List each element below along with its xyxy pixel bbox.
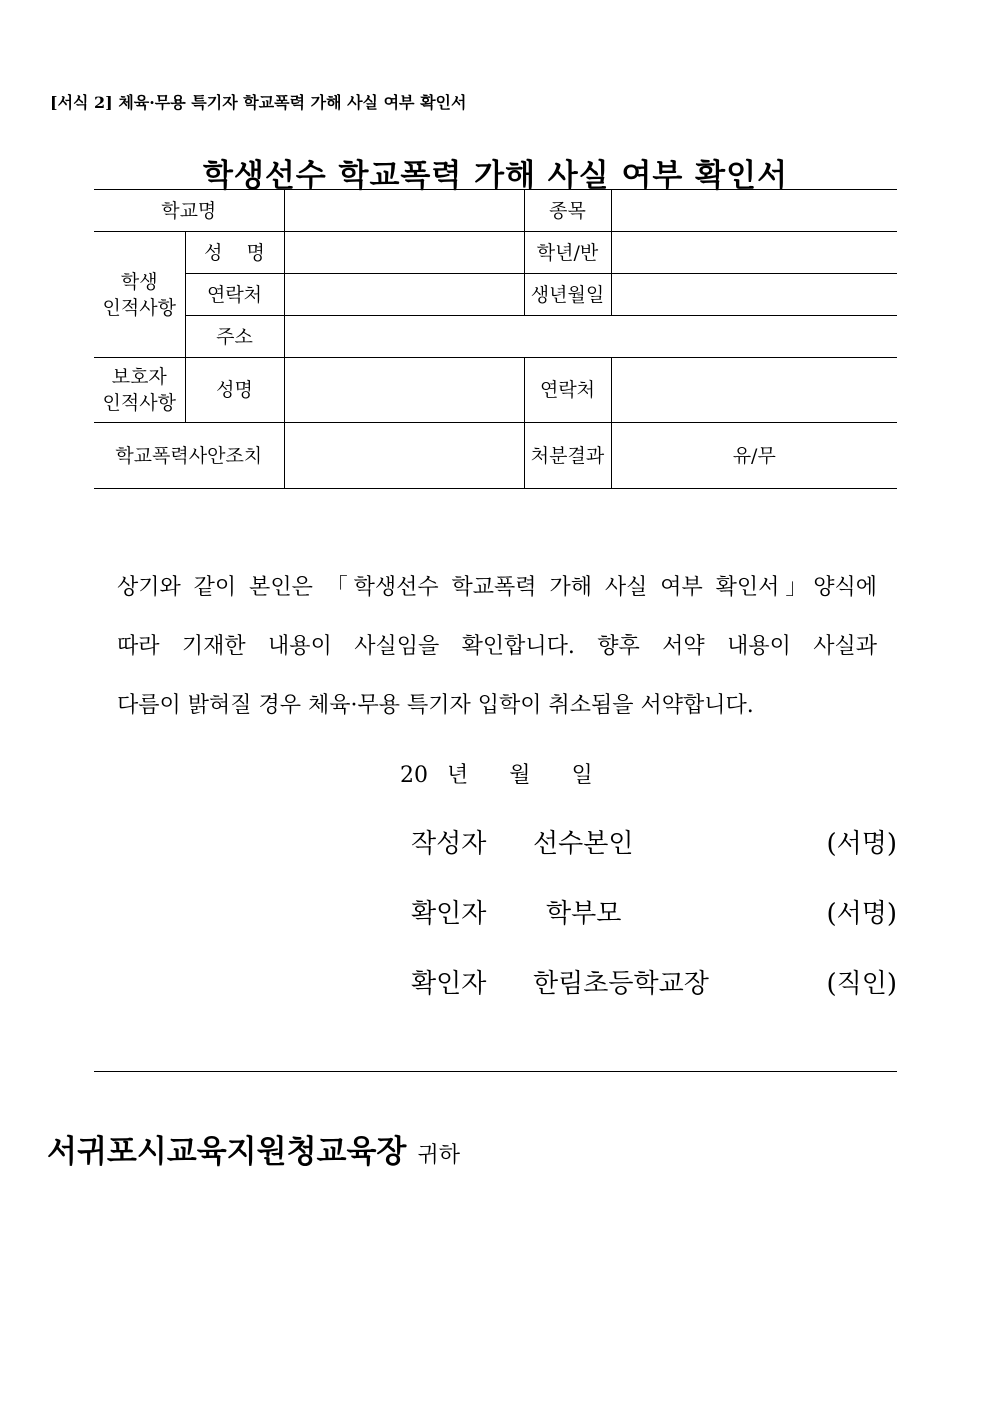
form-number-label: [서식 2] 체육·무용 특기자 학교폭력 가해 사실 여부 확인서 — [50, 93, 467, 112]
pledge-line-3: 다름이 밝혀질 경우 체육·무용 특기자 입학이 취소됨을 서약합니다. — [117, 693, 754, 718]
birth-date-field[interactable] — [611, 274, 897, 316]
pledge-line-2: 따라 기재한 내용이 사실임을 확인합니다. 향후 서약 내용이 사실과 — [117, 634, 877, 659]
sport-label: 종목 — [524, 190, 611, 232]
disposition-value[interactable]: 유/무 — [611, 423, 897, 489]
table-row — [94, 316, 897, 358]
table-row — [94, 358, 897, 423]
table-row — [94, 274, 897, 316]
signature-row-parent — [411, 893, 897, 929]
signature-role: 확인자 — [411, 969, 487, 999]
date-year[interactable]: 20 — [400, 763, 428, 788]
student-contact-field[interactable] — [284, 274, 524, 316]
student-contact-label: 연락처 — [185, 274, 284, 316]
school-name-field[interactable] — [284, 190, 524, 232]
address-label: 주소 — [185, 316, 284, 358]
signature-person: 선수본인 — [533, 829, 634, 859]
recipient-org: 서귀포시교육지원청교육장 — [47, 1134, 407, 1170]
date-month-unit: 월 — [509, 763, 531, 788]
signature-row-author — [411, 823, 897, 859]
info-table — [94, 189, 897, 489]
signature-person: 한림초등학교장 — [533, 969, 709, 999]
signature-mark[interactable]: (서명) — [826, 899, 897, 929]
guardian-name-label: 성명 — [185, 358, 284, 423]
violence-measure-label: 학교폭력사안조치 — [94, 423, 284, 489]
table-row — [94, 232, 897, 274]
student-name-label: 성 명 — [185, 232, 284, 274]
date-day-unit: 일 — [571, 763, 593, 788]
address-field[interactable] — [284, 316, 897, 358]
table-row — [94, 190, 897, 232]
date-year-unit: 년 — [447, 763, 469, 788]
guardian-info-line-2: 인적사항 — [102, 392, 176, 414]
signature-row-principal — [411, 963, 897, 999]
disposition-label: 처분결과 — [524, 423, 611, 489]
student-info-label — [94, 232, 185, 358]
guardian-contact-label: 연락처 — [524, 358, 611, 423]
pledge-statement — [117, 558, 877, 735]
grade-class-field[interactable] — [611, 232, 897, 274]
recipient-line — [47, 1126, 460, 1171]
school-name-label: 학교명 — [94, 190, 284, 232]
guardian-contact-field[interactable] — [611, 358, 897, 423]
signature-role: 작성자 — [411, 829, 487, 859]
birth-date-label: 생년월일 — [524, 274, 611, 316]
signature-person: 학부모 — [546, 899, 622, 929]
signature-role: 확인자 — [411, 899, 487, 929]
date-line — [400, 758, 593, 789]
student-info-line-2: 인적사항 — [102, 296, 176, 319]
guardian-info-line-1: 보호자 — [111, 366, 167, 388]
guardian-info-label — [94, 358, 185, 423]
student-name-field[interactable] — [284, 232, 524, 274]
table-row — [94, 423, 897, 489]
signature-mark[interactable]: (직인) — [826, 969, 897, 999]
pledge-line-1: 상기와 같이 본인은 「학생선수 학교폭력 가해 사실 여부 확인서」양식에 — [117, 575, 877, 600]
grade-class-label: 학년/반 — [524, 232, 611, 274]
divider — [94, 1071, 897, 1072]
guardian-name-field[interactable] — [284, 358, 524, 423]
recipient-honorific: 귀하 — [417, 1143, 460, 1168]
sport-field[interactable] — [611, 190, 897, 232]
signature-mark[interactable]: (서명) — [826, 829, 897, 859]
violence-measure-field[interactable] — [284, 423, 524, 489]
document-title: 학생선수 학교폭력 가해 사실 여부 확인서 — [202, 158, 789, 194]
student-info-line-1: 학생 — [120, 270, 158, 293]
